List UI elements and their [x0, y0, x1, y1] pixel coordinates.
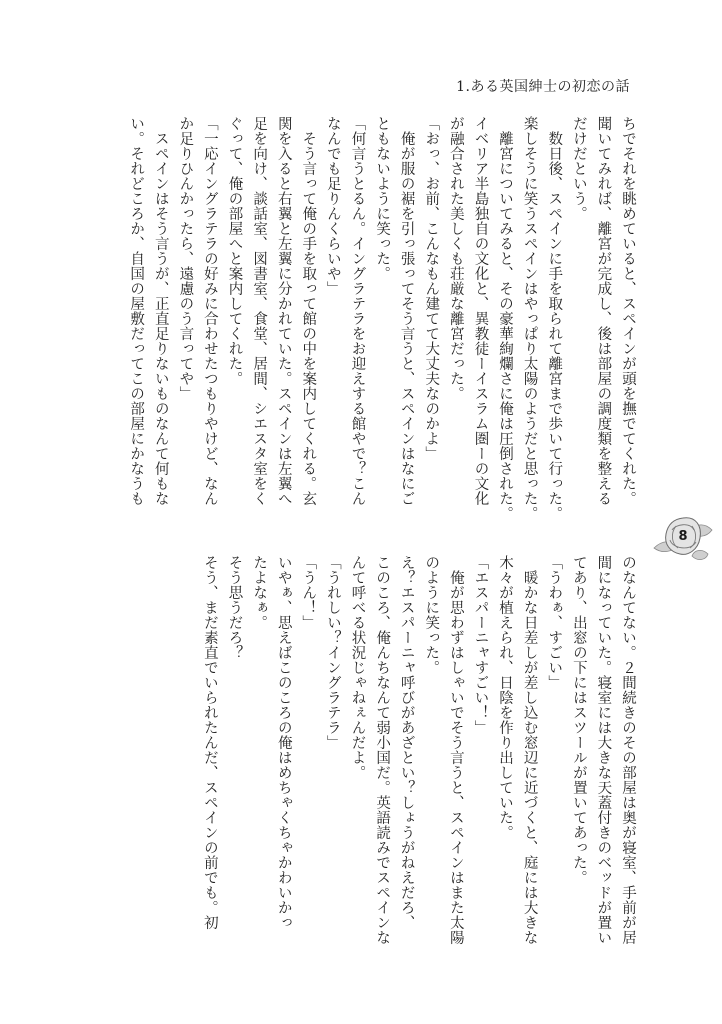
- text-column: 「おっ、お前、こんなもん建てて大丈夫なのかよ」: [423, 116, 440, 461]
- text-column: なんでも足りんくらいや」: [324, 116, 341, 296]
- text-column: い。それどころか、自国の屋敷だってこの部屋にかなうも: [128, 116, 145, 506]
- text-column: だけだという。: [570, 116, 587, 221]
- text-column: 「何言うとるん。イングラテラをお迎えする館やで？こん: [349, 116, 366, 506]
- text-column: てあり、出窓の下にはスツールが置いてあった。: [570, 555, 587, 885]
- text-column: 関を入ると右翼と左翼に分かれていた。スペインは左翼へ: [275, 116, 292, 506]
- text-column: 「一応イングラテラの好みに合わせたつもりやけど、なん: [201, 116, 218, 506]
- text-column: 聞いてみれば、離宮が完成し、後は部屋の調度類を整える: [595, 116, 612, 506]
- text-column: 「うん！」: [300, 555, 317, 630]
- text-column: 暖かな日差しが差し込む窓辺に近づくと、庭には大きな: [521, 555, 538, 945]
- text-column: ぐって、俺の部屋へと案内してくれた。: [226, 116, 243, 386]
- text-column: のように笑った。: [423, 555, 440, 675]
- text-column: 楽しそうに笑うスペインはやっぱり太陽のようだと思った。: [521, 116, 538, 521]
- text-column: か足りひんかったら、遠慮のう言ってや」: [177, 116, 194, 401]
- text-column: そう、まだ素直でいられたんだ、スペインの前でも。初: [201, 555, 218, 930]
- text-column: イベリア半島独自の文化と、異教徒ーイスラム圏ーの文化: [472, 116, 489, 506]
- text-column: 足を向け、談話室、図書室、食堂、居間、シエスタ室をく: [251, 116, 268, 506]
- lower-text-block: [197, 555, 640, 955]
- leaf-icon: [692, 550, 708, 559]
- text-column: 木々が植えられ、日陰を作り出していた。: [497, 555, 514, 840]
- upper-text-block: [124, 116, 640, 521]
- text-column: そう思うだろ？: [226, 555, 243, 660]
- text-column: 「エスパーニャすごい！」: [472, 555, 489, 735]
- text-column: このころ、俺んちなんて弱小国だ。英語読みでスペインな: [374, 555, 391, 945]
- text-column: が融合された美しくも荘厳な離宮だった。: [447, 116, 464, 401]
- page-number: 8: [678, 529, 688, 544]
- text-column: ちでそれを眺めていると、スペインが頭を撫でてくれた。: [620, 116, 636, 506]
- running-header: 1.ある英国紳士の初恋の話: [456, 79, 630, 95]
- text-column: いやぁ、思えばこのころの俺はめちゃくちゃかわいかっ: [275, 555, 292, 930]
- text-column: 数日後、スペインに手を取られて離宮まで歩いて行った。: [546, 116, 563, 521]
- text-column: スペインはそう言うが、正直足りないものなんて何もな: [152, 116, 169, 506]
- text-column: 間になっていた。寝室には大きな天蓋付きのベッドが置い: [595, 555, 612, 945]
- text-column: 「うわぁ、すごい」: [546, 555, 563, 690]
- text-column: え？エスパーニャ呼びがあざとい？しょうがねえだろ、: [398, 555, 415, 930]
- text-column: のなんてない。２間続きのその部屋は奥が寝室、手前が居: [620, 555, 636, 945]
- text-column: 俺が服の裾を引っ張ってそう言うと、スペインはなにご: [398, 116, 415, 506]
- text-column: たよなぁ。: [251, 555, 268, 630]
- text-column: そう言って俺の手を取って館の中を案内してくれる。玄: [300, 116, 317, 506]
- text-column: 俺が思わずはしゃいでそう言うと、スペインはまた太陽: [447, 555, 464, 945]
- text-column: ともないように笑った。: [374, 116, 391, 281]
- rose-page-ornament: [650, 510, 716, 566]
- text-column: 離宮についてみると、その豪華絢爛さに俺は圧倒された。: [497, 116, 514, 521]
- text-column: 「うれしい？イングラテラ」: [324, 555, 341, 750]
- text-column: んて呼べる状況じゃねぇんだよ。: [349, 555, 366, 780]
